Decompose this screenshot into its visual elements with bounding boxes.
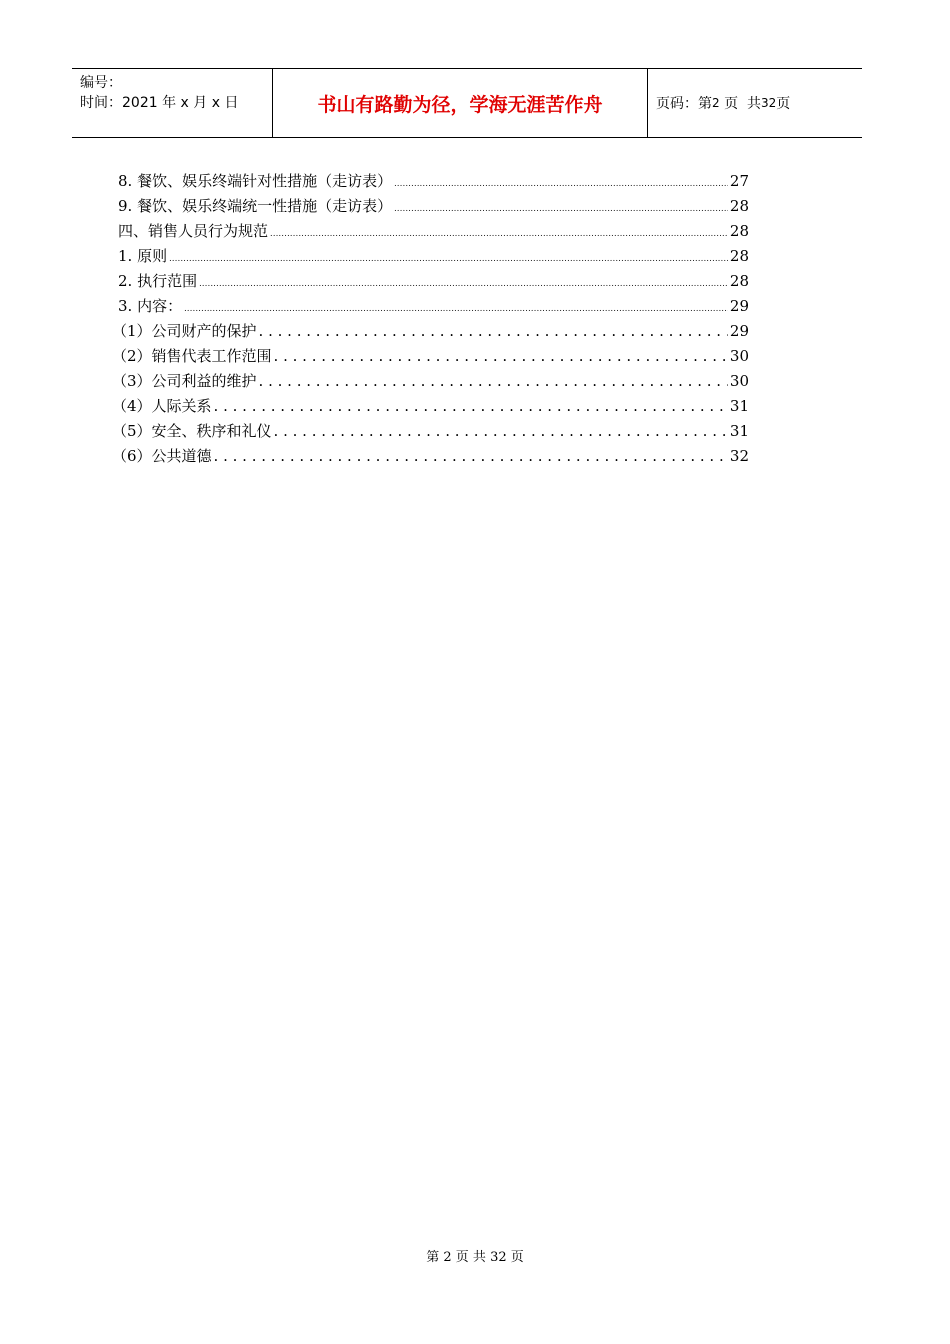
- toc-entry-title: 2. 执行范围: [118, 272, 198, 290]
- toc-dot-leader: [274, 347, 728, 365]
- toc-dot-leader: [394, 172, 728, 190]
- footer-total-pages: 32: [490, 1250, 507, 1265]
- header-middle-cell: [273, 69, 647, 137]
- toc-entry-title: 1. 原则: [118, 247, 168, 265]
- toc-entry-page: 27: [729, 172, 749, 190]
- header-left-cell: [72, 69, 272, 137]
- date-line: 时间：2021 年 x 月 x 日: [80, 95, 239, 111]
- serial-number-label: 编号：: [80, 75, 122, 91]
- toc-entry-page: 28: [729, 247, 749, 265]
- toc-dot-leader: [214, 447, 728, 465]
- page-suffix: 页: [776, 96, 791, 112]
- toc-entry[interactable]: [112, 320, 749, 345]
- toc-entry[interactable]: [118, 295, 749, 320]
- toc-entry-title: （2）销售代表工作范围: [112, 347, 272, 365]
- toc-entry-title: 四、销售人员行为规范: [118, 222, 269, 240]
- footer-suffix: 页: [510, 1250, 524, 1265]
- toc-entry-title: 9. 餐饮、娱乐终端统一性措施（走访表）: [118, 197, 393, 215]
- toc-dot-leader: [274, 422, 728, 440]
- page-footer: [0, 1246, 950, 1265]
- toc-dot-leader: [199, 272, 728, 290]
- toc-dot-leader: [184, 297, 728, 315]
- toc-entry-page: 31: [729, 422, 749, 440]
- toc-entry-page: 30: [729, 347, 749, 365]
- toc-entry-page: 30: [729, 372, 749, 390]
- toc-entry[interactable]: [118, 220, 749, 245]
- toc-entry[interactable]: [112, 445, 749, 470]
- footer-prefix: 第: [426, 1250, 440, 1265]
- page-header: [72, 68, 862, 138]
- toc-entry-title: （5）安全、秩序和礼仪: [112, 422, 272, 440]
- toc-entry-page: 29: [729, 322, 749, 340]
- motto-text: 书山有路勤为径，学海无涯苦作舟: [317, 93, 603, 116]
- toc-entry-title: （3）公司利益的维护: [112, 372, 257, 390]
- toc-dot-leader: [259, 372, 728, 390]
- toc-entry[interactable]: [118, 170, 749, 195]
- toc-entry-page: 31: [729, 397, 749, 415]
- page-total: 32: [761, 96, 777, 110]
- toc-dot-leader: [169, 247, 728, 265]
- toc-entry[interactable]: [118, 245, 749, 270]
- toc-entry[interactable]: [112, 395, 749, 420]
- toc-entry-title: 3. 内容：: [118, 297, 183, 315]
- toc-entry-page: 28: [729, 197, 749, 215]
- toc-entry-title: （6）公共道德: [112, 447, 212, 465]
- footer-current-page: 2: [443, 1250, 452, 1265]
- toc-entry-title: 8. 餐饮、娱乐终端针对性措施（走访表）: [118, 172, 393, 190]
- page-current: 2: [712, 96, 720, 110]
- toc-dot-leader: [259, 322, 728, 340]
- page-label: 页码：第: [656, 96, 712, 112]
- header-page-counter: [648, 69, 870, 137]
- toc-entry-page: 29: [729, 297, 749, 315]
- toc-entry-page: 32: [729, 447, 749, 465]
- toc-entry-page: 28: [729, 272, 749, 290]
- toc-dot-leader: [394, 197, 728, 215]
- toc-entry[interactable]: [112, 345, 749, 370]
- footer-mid: 页 共: [455, 1250, 486, 1265]
- toc-entry-title: （4）人际关系: [112, 397, 212, 415]
- toc-entry-page: 28: [729, 222, 749, 240]
- page-mid: 页 共: [724, 96, 761, 112]
- toc-dot-leader: [214, 397, 728, 415]
- toc-entry-title: （1）公司财产的保护: [112, 322, 257, 340]
- toc-entry[interactable]: [112, 370, 749, 395]
- toc-entry[interactable]: [118, 195, 749, 220]
- toc-dot-leader: [270, 222, 728, 240]
- toc-entry[interactable]: [118, 270, 749, 295]
- toc-entry[interactable]: [112, 420, 749, 445]
